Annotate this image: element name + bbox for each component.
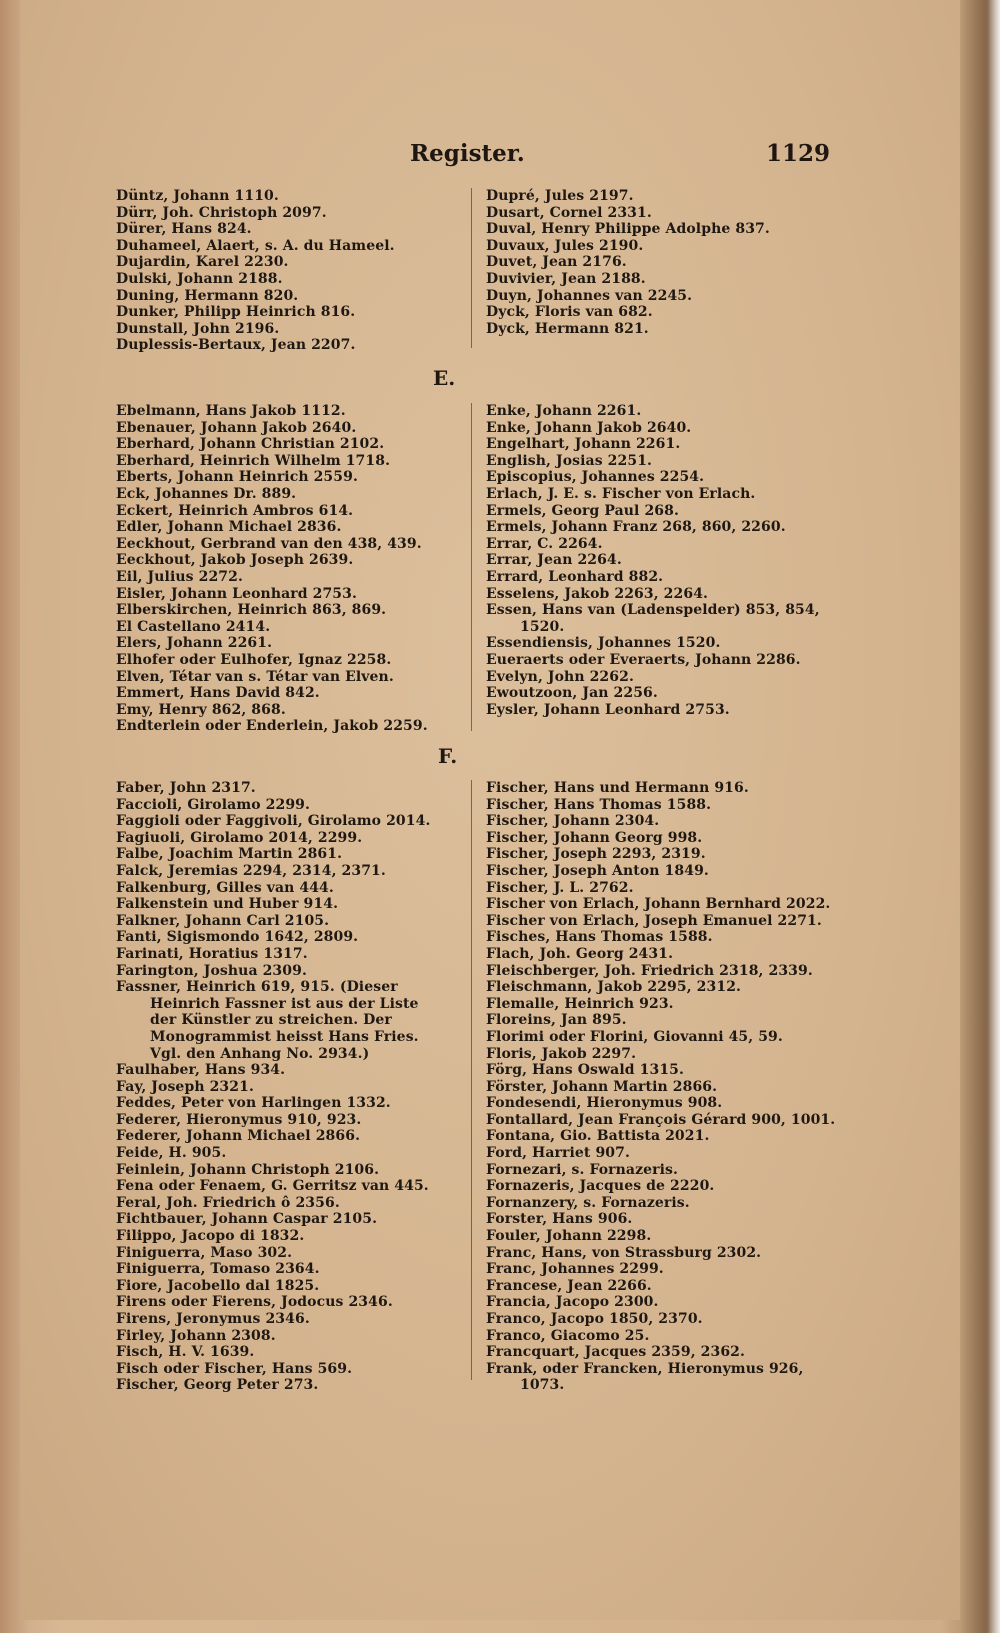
- right-column: [486, 780, 836, 1394]
- left-column: [116, 403, 448, 735]
- index-entry: Duvivier, Jean 2188.: [486, 270, 646, 287]
- left-column: [116, 780, 448, 1394]
- right-column: [486, 188, 836, 337]
- index-entry: Falck, Jeremias 2294, 2314, 2371.: [116, 862, 386, 879]
- index-entry: Eueraerts oder Everaerts, Johann 2286.: [486, 651, 801, 668]
- index-entry: Duning, Hermann 820.: [116, 287, 299, 304]
- running-title: Register.: [410, 140, 525, 167]
- column-divider: [471, 780, 472, 1380]
- index-entry: Ewoutzoon, Jan 2256.: [486, 685, 658, 702]
- index-entry: Emy, Henry 862, 868.: [116, 701, 286, 718]
- index-entry: Feinlein, Johann Christoph 2106.: [116, 1161, 380, 1178]
- index-entry: Enke, Johann Jakob 2640.: [486, 419, 692, 436]
- index-entry: Faccioli, Girolamo 2299.: [116, 796, 310, 813]
- index-entry: Elhofer oder Eulhofer, Ignaz 2258.: [116, 651, 392, 668]
- index-entry: Florimi oder Florini, Giovanni 45, 59.: [486, 1028, 783, 1045]
- index-entry: Eberhard, Heinrich Wilhelm 1718.: [116, 452, 391, 469]
- index-entry: Ford, Harriet 907.: [486, 1145, 630, 1162]
- index-entry: Fischer, Johann Georg 998.: [486, 829, 703, 846]
- index-entry: Dyck, Hermann 821.: [486, 320, 649, 337]
- index-entry: Edler, Johann Michael 2836.: [116, 519, 342, 536]
- index-entry: Fontana, Gio. Battista 2021.: [486, 1128, 710, 1145]
- index-entry: Faulhaber, Hans 934.: [116, 1062, 286, 1079]
- index-entry: Eeckhout, Jakob Joseph 2639.: [116, 552, 354, 569]
- index-entry: Flach, Joh. Georg 2431.: [486, 945, 674, 962]
- index-entry: Firens oder Fierens, Jodocus 2346.: [116, 1294, 393, 1311]
- index-entry: Enke, Johann 2261.: [486, 403, 642, 419]
- index-entry: Eck, Johannes Dr. 889.: [116, 485, 297, 502]
- index-entry: Förg, Hans Oswald 1315.: [486, 1062, 684, 1079]
- index-entry: Elers, Johann 2261.: [116, 635, 273, 652]
- index-entry: Franc, Johannes 2299.: [486, 1261, 664, 1278]
- index-entry: Fleischmann, Jakob 2295, 2312.: [486, 979, 742, 996]
- index-entry: Fischer, Johann 2304.: [486, 813, 660, 830]
- index-entry: Falkner, Johann Carl 2105.: [116, 912, 330, 929]
- index-entry: Farinati, Horatius 1317.: [116, 945, 308, 962]
- index-entry: Fornanzery, s. Fornazeris.: [486, 1194, 690, 1211]
- index-entry: Finiguerra, Maso 302.: [116, 1244, 293, 1261]
- index-entry: Fisch oder Fischer, Hans 569.: [116, 1360, 353, 1377]
- index-entry: Eeckhout, Gerbrand van den 438, 439.: [116, 535, 422, 552]
- index-entry: Fichtbauer, Johann Caspar 2105.: [116, 1211, 378, 1228]
- index-entry: Duhameel, Alaert, s. A. du Hameel.: [116, 237, 395, 254]
- index-entry: Esselens, Jakob 2263, 2264.: [486, 585, 709, 602]
- index-entry: Francquart, Jacques 2359, 2362.: [486, 1344, 745, 1361]
- index-entry: Fleischberger, Joh. Friedrich 2318, 2339.: [486, 962, 813, 979]
- index-entry: Endterlein oder Enderlein, Jakob 2259.: [116, 718, 428, 735]
- index-entry: Dusart, Cornel 2331.: [486, 204, 652, 221]
- index-entry: Eisler, Johann Leonhard 2753.: [116, 585, 357, 602]
- index-entry: Ebenauer, Johann Jakob 2640.: [116, 419, 357, 436]
- index-entry: Francia, Jacopo 2300.: [486, 1294, 659, 1311]
- index-entry: Floreins, Jan 895.: [486, 1012, 627, 1029]
- index-entry: Fisches, Hans Thomas 1588.: [486, 929, 713, 946]
- index-entry: Fischer, Joseph 2293, 2319.: [486, 846, 706, 863]
- index-entry: Duyn, Johannes van 2245.: [486, 287, 693, 304]
- index-entry: Fena oder Fenaem, G. Gerritsz van 445.: [116, 1178, 429, 1195]
- index-entry: Duvaux, Jules 2190.: [486, 237, 644, 254]
- index-entry: Fischer, Joseph Anton 1849.: [486, 862, 709, 879]
- index-entry: El Castellano 2414.: [116, 618, 271, 635]
- index-entry: Duval, Henry Philippe Adolphe 837.: [486, 221, 770, 238]
- index-entry: Federer, Hieronymus 910, 923.: [116, 1111, 362, 1128]
- index-entry: Falkenburg, Gilles van 444.: [116, 879, 334, 896]
- index-entry: Firley, Johann 2308.: [116, 1327, 276, 1344]
- index-entry: Fischer, J. L. 2762.: [486, 879, 634, 896]
- page-number: 1129: [765, 140, 830, 167]
- index-entry: Dürer, Hans 824.: [116, 221, 252, 238]
- index-entry: Fischer, Hans Thomas 1588.: [486, 796, 712, 813]
- index-entry: Flemalle, Heinrich 923.: [486, 995, 674, 1012]
- index-entry: Errard, Leonhard 882.: [486, 568, 664, 585]
- index-entry: Dupré, Jules 2197.: [486, 188, 634, 204]
- index-entry: Finiguerra, Tomaso 2364.: [116, 1261, 320, 1278]
- index-entry: Errar, Jean 2264.: [486, 552, 622, 569]
- index-entry: Duvet, Jean 2176.: [486, 254, 627, 271]
- index-entry: Dunker, Philipp Heinrich 816.: [116, 304, 356, 321]
- index-entry: Fay, Joseph 2321.: [116, 1078, 254, 1095]
- index-entry: Eckert, Heinrich Ambros 614.: [116, 502, 354, 519]
- index-entry: Fontallard, Jean François Gérard 900, 1001.: [486, 1111, 836, 1128]
- index-entry: Eberts, Johann Heinrich 2559.: [116, 469, 358, 486]
- page-header: [110, 140, 830, 176]
- index-entry: Evelyn, John 2262.: [486, 668, 634, 685]
- index-entry: Frank, oder Francken, Hieronymus 926, 1073.: [486, 1360, 804, 1394]
- index-entry: Fornezari, s. Fornazeris.: [486, 1161, 679, 1178]
- index-entry: Fanti, Sigismondo 1642, 2809.: [116, 929, 359, 946]
- index-entry: Fischer, Georg Peter 273.: [116, 1377, 319, 1394]
- page-edge-shadow: [960, 0, 1000, 1633]
- index-entry: Fagiuoli, Girolamo 2014, 2299.: [116, 829, 363, 846]
- index-entry: Feral, Joh. Friedrich ô 2356.: [116, 1194, 340, 1211]
- index-entry: Ermels, Johann Franz 268, 860, 2260.: [486, 519, 786, 536]
- index-entry: Faber, John 2317.: [116, 780, 256, 796]
- index-entry: Elven, Tétar van s. Tétar van Elven.: [116, 668, 394, 685]
- index-entry: Errar, C. 2264.: [486, 535, 603, 552]
- right-column: [486, 403, 836, 718]
- index-entry: Fornazeris, Jacques de 2220.: [486, 1178, 715, 1195]
- index-entry: Emmert, Hans David 842.: [116, 685, 320, 702]
- index-entry: Firens, Jeronymus 2346.: [116, 1311, 310, 1327]
- index-entry: Fischer, Hans und Hermann 916.: [486, 780, 749, 796]
- index-entry: Essen, Hans van (Ladenspelder) 853, 854, 1520.: [486, 602, 820, 635]
- index-entry: Faggioli oder Faggivoli, Girolamo 2014.: [116, 813, 431, 830]
- index-entry: Elberskirchen, Heinrich 863, 869.: [116, 602, 387, 619]
- index-entry: Feide, H. 905.: [116, 1145, 227, 1162]
- index-entry: Dujardin, Karel 2230.: [116, 254, 289, 271]
- index-entry: Düntz, Johann 1110.: [116, 188, 279, 204]
- column-divider: [471, 188, 472, 348]
- index-entry: Franc, Hans, von Strassburg 2302.: [486, 1244, 762, 1261]
- index-entry: Fischer von Erlach, Joseph Emanuel 2271.: [486, 912, 822, 929]
- index-entry: Ermels, Georg Paul 268.: [486, 502, 679, 519]
- index-entry: Dunstall, John 2196.: [116, 320, 280, 337]
- left-column: [116, 188, 448, 354]
- index-entry: Forster, Hans 906.: [486, 1211, 633, 1228]
- section-letter-e: E.: [433, 366, 456, 390]
- index-entry: English, Josias 2251.: [486, 452, 653, 469]
- index-entry: Engelhart, Johann 2261.: [486, 436, 681, 453]
- index-entry: Fouler, Johann 2298.: [486, 1228, 652, 1245]
- index-entry: Fiore, Jacobello dal 1825.: [116, 1277, 320, 1294]
- index-entry: Dürr, Joh. Christoph 2097.: [116, 204, 327, 221]
- index-entry: Fisch, H. V. 1639.: [116, 1344, 255, 1361]
- index-entry: Fondesendi, Hieronymus 908.: [486, 1095, 723, 1112]
- index-entry: Feddes, Peter von Harlingen 1332.: [116, 1095, 391, 1112]
- index-entry: Förster, Johann Martin 2866.: [486, 1078, 718, 1095]
- index-entry: Filippo, Jacopo di 1832.: [116, 1228, 305, 1245]
- index-entry: Episcopius, Johannes 2254.: [486, 469, 705, 486]
- index-entry: Fischer von Erlach, Johann Bernhard 2022.: [486, 896, 831, 913]
- index-entry: Erlach, J. E. s. Fischer von Erlach.: [486, 485, 756, 502]
- index-entry: Dyck, Floris van 682.: [486, 304, 653, 321]
- column-divider: [471, 403, 472, 731]
- section-letter-f: F.: [438, 744, 458, 768]
- index-entry: Eil, Julius 2272.: [116, 568, 243, 585]
- index-entry: Floris, Jakob 2297.: [486, 1045, 637, 1062]
- index-entry: Farington, Joshua 2309.: [116, 962, 307, 979]
- index-entry: Dulski, Johann 2188.: [116, 270, 283, 287]
- index-entry: Duplessis-Bertaux, Jean 2207.: [116, 337, 356, 354]
- index-entry: Eysler, Johann Leonhard 2753.: [486, 701, 730, 718]
- index-entry: Franco, Jacopo 1850, 2370.: [486, 1311, 703, 1327]
- index-entry: Falkenstein und Huber 914.: [116, 896, 339, 913]
- index-entry: Federer, Johann Michael 2866.: [116, 1128, 361, 1145]
- index-entry: Francese, Jean 2266.: [486, 1277, 652, 1294]
- index-entry: Ebelmann, Hans Jakob 1112.: [116, 403, 346, 419]
- index-entry: Falbe, Joachim Martin 2861.: [116, 846, 343, 863]
- index-entry: Essendiensis, Johannes 1520.: [486, 635, 721, 652]
- index-entry: Eberhard, Johann Christian 2102.: [116, 436, 385, 453]
- index-entry: Fassner, Heinrich 619, 915. (Dieser Heinrich Fassner ist aus der Liste der Künstler zu streichen. Der Monogrammist heisst Hans Fries. Vgl. den Anhang No. 2934.): [116, 979, 419, 1062]
- index-entry: Franco, Giacomo 25.: [486, 1327, 650, 1344]
